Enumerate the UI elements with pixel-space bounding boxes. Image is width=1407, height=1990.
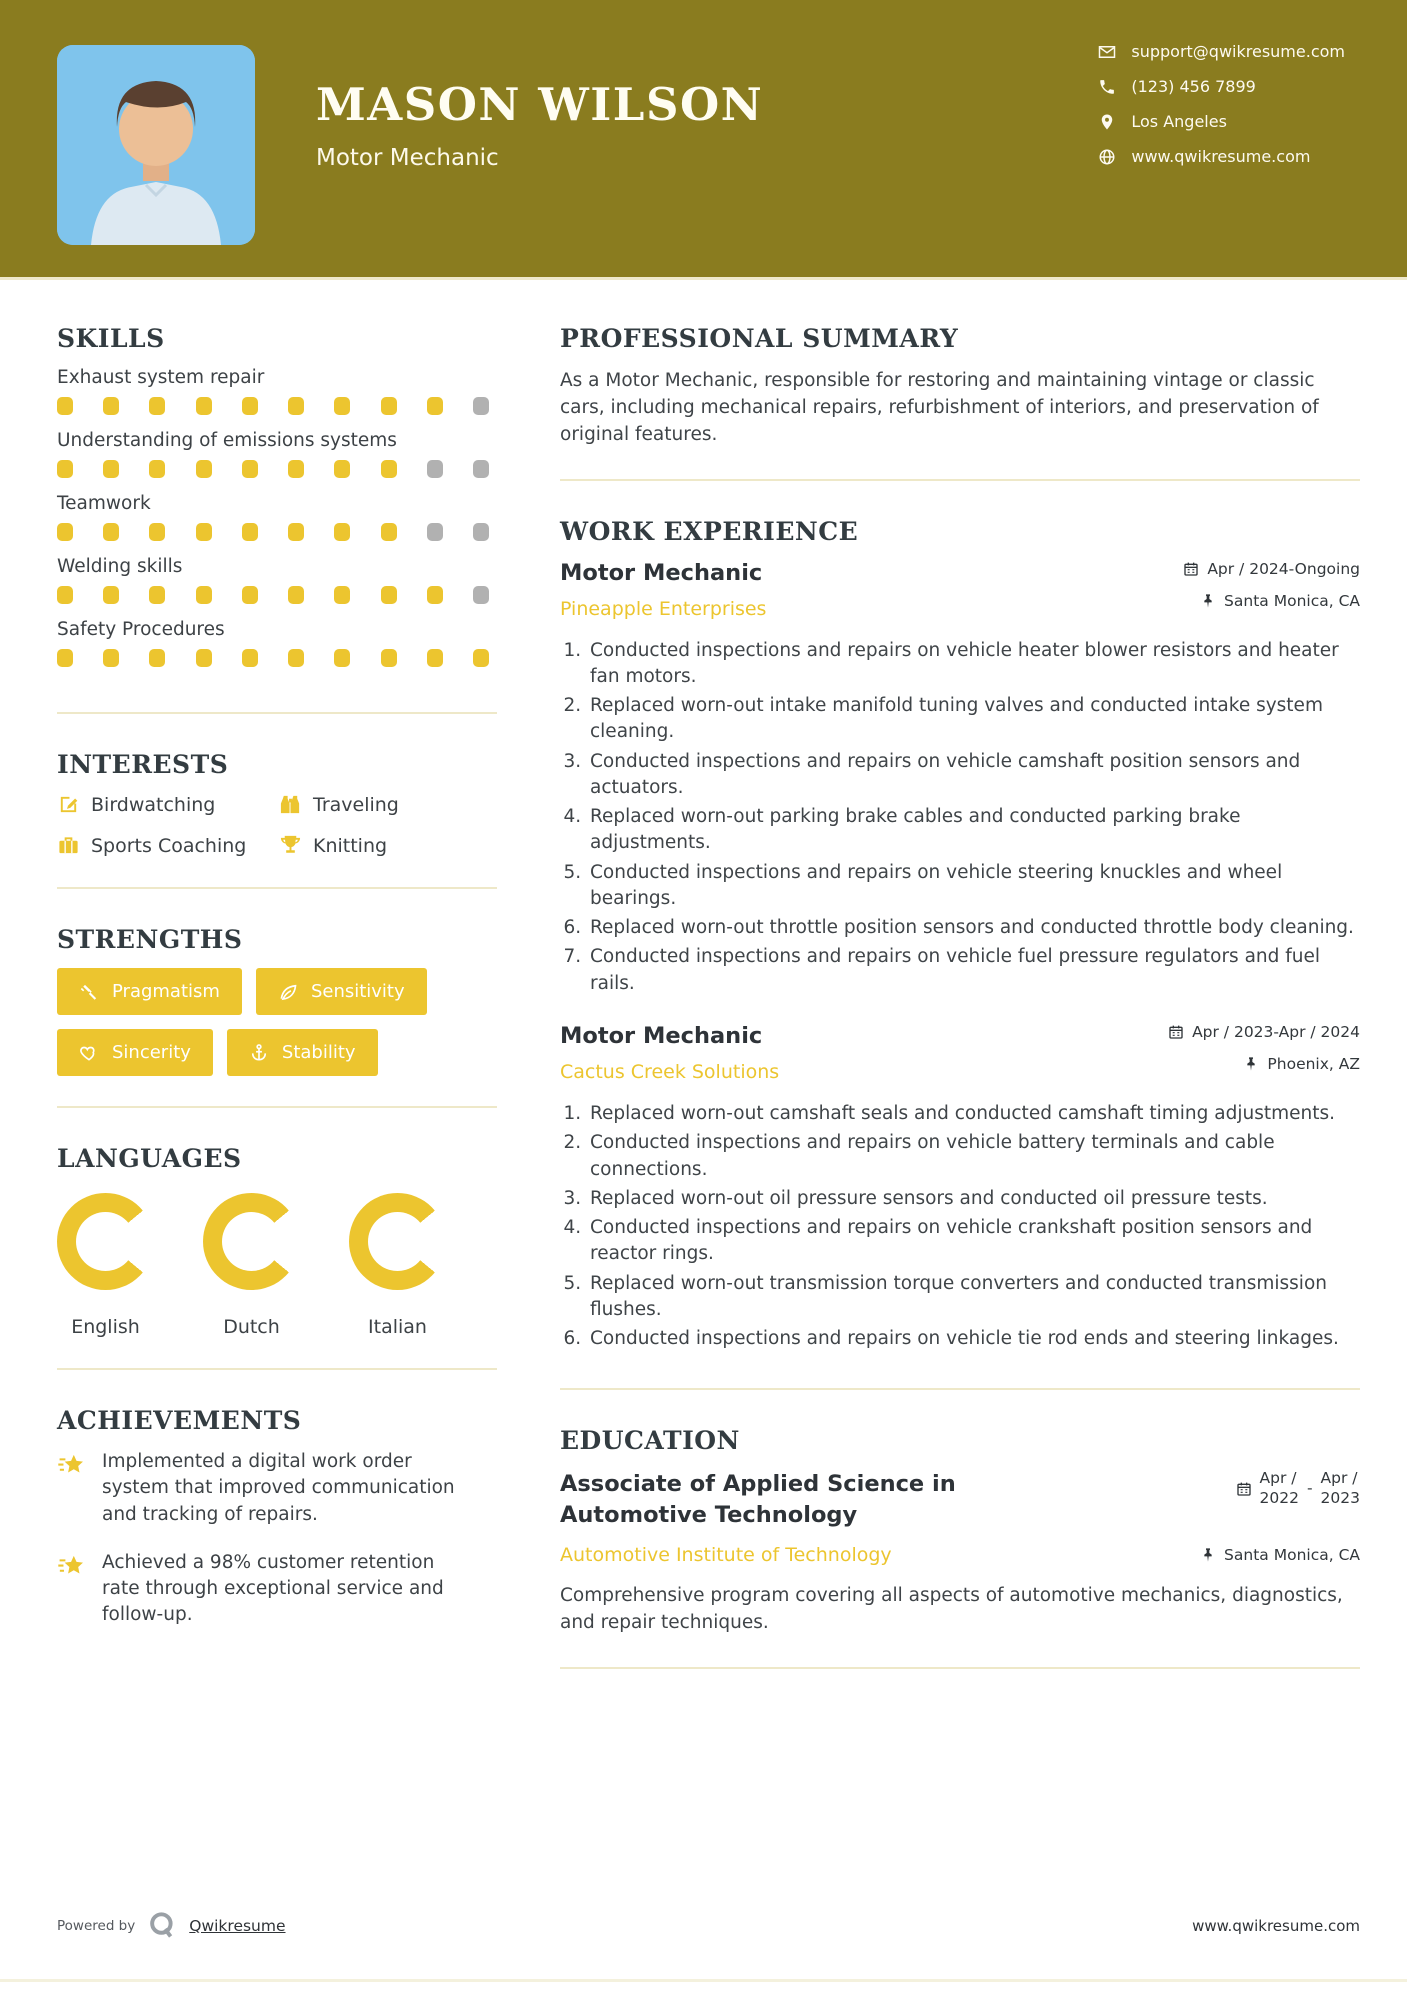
calendar-icon (1183, 561, 1199, 577)
education-date-separator: - (1306, 1479, 1313, 1498)
identity (316, 78, 763, 171)
name: MASON WILSON (316, 78, 764, 131)
powered-by-block (57, 1910, 286, 1942)
briefcase-icon (57, 834, 80, 857)
education-description: Comprehensive program covering all aspects of automotive mechanics, diagnostics, and repair techniques. (560, 1585, 1343, 1634)
job-header (560, 560, 1360, 624)
strength-chip (256, 968, 427, 1015)
education-school-row (560, 1544, 1360, 1566)
globe-icon (1098, 148, 1116, 166)
interest-label: Traveling (313, 793, 399, 816)
job-meta (1183, 560, 1360, 624)
language-label: Italian (368, 1316, 427, 1338)
achievement-text: Achieved a 98% customer retention rate through exceptional service and follow-up. (102, 1551, 444, 1626)
job-bullet: 4. Conducted inspections and repairs on vehicle crankshaft position sensors and reactor rings. (587, 1215, 1360, 1268)
education-heading: EDUCATION (560, 1426, 740, 1456)
language-item (57, 1193, 154, 1338)
summary-text: As a Motor Mechanic, responsible for restoring and maintaining vintage or classic cars, including mechanical repairs, refurbishment of interiors, and preservation of original features. (560, 370, 1319, 446)
anchor-icon (249, 1043, 269, 1063)
job-location: Santa Monica, CA (1224, 591, 1360, 610)
heart-icon (79, 1043, 99, 1063)
job-bullets (560, 1101, 1360, 1352)
strength-label: Pragmatism (112, 981, 220, 1002)
strength-chip (57, 1029, 213, 1076)
job-bullets (560, 638, 1360, 997)
pencil-icon (57, 793, 80, 816)
skill-label: Exhaust system repair (57, 367, 265, 388)
main-column (560, 324, 1360, 1705)
strength-chip (57, 968, 242, 1015)
job-bullet: 3. Replaced worn-out oil pressure sensors and conducted oil pressure tests. (587, 1186, 1360, 1212)
education-date-from: Apr / 2022 (1259, 1469, 1299, 1507)
job-location-row (1168, 1055, 1360, 1073)
header (0, 0, 1407, 280)
job-title: Motor Mechanic (560, 1023, 763, 1050)
email-icon (1098, 43, 1116, 61)
contact-phone-text: (123) 456 7899 (1131, 77, 1256, 96)
languages-heading: LANGUAGES (57, 1144, 242, 1173)
contact-website[interactable] (1098, 147, 1345, 166)
languages-section (57, 1144, 497, 1370)
language-level-arc (203, 1193, 300, 1290)
star-icon (57, 1552, 88, 1583)
skill-rating (57, 586, 489, 604)
job-title-block (560, 1023, 779, 1083)
education-dates (1236, 1469, 1361, 1508)
skill-item (57, 619, 497, 667)
interests-grid (57, 793, 497, 857)
job-bullet: 1. Conducted inspections and repairs on vehicle heater blower resistors and heater fan motors. (587, 638, 1360, 691)
qwikresume-logo-icon (147, 1910, 177, 1942)
language-label: Dutch (223, 1316, 280, 1338)
skill-item (57, 430, 497, 478)
calendar-icon (1236, 1481, 1252, 1497)
contact-location (1098, 112, 1345, 131)
footer (57, 1910, 1360, 1942)
avatar (57, 45, 255, 245)
job-title: Motor Mechanic (316, 145, 499, 171)
skill-label: Teamwork (57, 493, 151, 514)
powered-by-label: Powered by (57, 1918, 136, 1934)
job-bullet: 1. Replaced worn-out camshaft seals and conducted camshaft timing adjustments. (587, 1101, 1360, 1127)
work-section (560, 517, 1360, 1391)
job-date: Apr / 2023-Apr / 2024 (1192, 1023, 1360, 1042)
job-bullet: 5. Replaced worn-out transmission torque converters and conducted transmission flushes. (587, 1271, 1360, 1324)
profile-photo (57, 45, 255, 245)
interest-item (57, 834, 279, 857)
school-name: Automotive Institute of Technology (560, 1544, 892, 1567)
education-location: Santa Monica, CA (1224, 1546, 1360, 1565)
degree-title: Associate of Applied Science in Automotive Technology (560, 1471, 956, 1528)
strength-chips (57, 968, 497, 1076)
contact-email[interactable] (1098, 42, 1345, 61)
skills-section (57, 324, 497, 714)
star-icon (57, 1451, 88, 1482)
job-bullet: 2. Replaced worn-out intake manifold tuning valves and conducted intake system cleaning. (587, 693, 1360, 746)
language-level-arc (349, 1193, 446, 1290)
job-title: Motor Mechanic (560, 559, 763, 586)
contact-website-text: www.qwikresume.com (1131, 147, 1311, 166)
skill-rating (57, 523, 489, 541)
skill-label: Safety Procedures (57, 619, 225, 640)
job-date-row (1168, 1023, 1360, 1041)
education-date-to: Apr / 2023 (1320, 1469, 1360, 1507)
pushpin-icon (1200, 593, 1216, 609)
strength-label: Stability (281, 1042, 356, 1063)
interest-item (57, 793, 279, 816)
skill-item (57, 556, 497, 604)
interest-label: Knitting (313, 834, 388, 857)
achievement-text: Implemented a digital work order system that improved communication and tracking of repairs. (102, 1451, 455, 1525)
achievement-item (57, 1449, 497, 1528)
job-title-block (560, 560, 766, 620)
summary-heading: PROFESSIONAL SUMMARY (560, 324, 959, 353)
languages-list (57, 1187, 497, 1338)
calendar-icon (1168, 1024, 1184, 1040)
strengths-heading: STRENGTHS (57, 925, 243, 954)
job-company: Pineapple Enterprises (560, 597, 767, 620)
interest-label: Birdwatching (91, 793, 216, 816)
strength-label: Sensitivity (310, 981, 405, 1002)
job-bullet: 4. Replaced worn-out parking brake cables and conducted parking brake adjustments. (587, 804, 1360, 857)
qwikresume-link[interactable]: Qwikresume (189, 1917, 286, 1935)
contact-phone[interactable] (1098, 77, 1345, 96)
binoculars-icon (279, 793, 302, 816)
skill-label: Understanding of emissions systems (57, 430, 397, 451)
job-bullet: 6. Conducted inspections and repairs on vehicle tie rod ends and steering linkages. (587, 1326, 1360, 1352)
skill-rating (57, 649, 489, 667)
language-item (349, 1193, 446, 1338)
footer-site-url[interactable]: www.qwikresume.com (1192, 1917, 1360, 1935)
pushpin-icon (1200, 1547, 1216, 1563)
job-location-row (1183, 592, 1360, 610)
skill-item (57, 493, 497, 541)
achievements-heading: ACHIEVEMENTS (57, 1406, 302, 1435)
job-bullet: 5. Conducted inspections and repairs on vehicle steering knuckles and wheel bearings. (587, 860, 1360, 913)
contact-email-text: support@qwikresume.com (1131, 42, 1345, 61)
skill-item (57, 367, 497, 415)
language-level-arc (57, 1193, 154, 1290)
language-item (203, 1193, 300, 1338)
job-bullet: 6. Replaced worn-out throttle position sensors and conducted throttle body cleaning. (587, 915, 1360, 941)
interests-section (57, 750, 497, 889)
education-header (560, 1469, 1360, 1530)
job-location: Phoenix, AZ (1267, 1055, 1360, 1074)
interest-label: Sports Coaching (91, 834, 247, 857)
education-location-row (1200, 1546, 1360, 1564)
interest-item (279, 793, 497, 816)
location-icon (1098, 113, 1116, 131)
contact-list (1098, 42, 1345, 182)
contact-location-text: Los Angeles (1131, 112, 1227, 131)
language-label: English (71, 1316, 140, 1338)
gavel-icon (79, 982, 99, 1002)
job-date: Apr / 2024-Ongoing (1207, 559, 1360, 578)
content (0, 280, 1407, 1705)
trophy-icon (279, 834, 302, 857)
skill-rating (57, 397, 489, 415)
interest-item (279, 834, 497, 857)
job-bullet: 7. Conducted inspections and repairs on vehicle fuel pressure regulators and fuel rails. (587, 944, 1360, 997)
pushpin-icon (1243, 1056, 1259, 1072)
job-bullet: 2. Conducted inspections and repairs on vehicle battery terminals and cable connections. (587, 1130, 1360, 1183)
education-section (560, 1426, 1360, 1668)
achievement-item (57, 1550, 497, 1629)
leaf-icon (278, 982, 298, 1002)
work-heading: WORK EXPERIENCE (560, 516, 859, 546)
job-date-row (1183, 560, 1360, 578)
phone-icon (1098, 78, 1116, 96)
strengths-section (57, 925, 497, 1108)
job-bullet: 3. Conducted inspections and repairs on vehicle camshaft position sensors and actuators. (587, 749, 1360, 802)
strength-label: Sincerity (112, 1042, 191, 1063)
interests-heading: INTERESTS (57, 750, 229, 779)
skill-rating (57, 460, 489, 478)
skill-label: Welding skills (57, 556, 183, 577)
sidebar (57, 324, 497, 1705)
page-bottom-rule (0, 1979, 1407, 1982)
job-company: Cactus Creek Solutions (560, 1061, 780, 1084)
job-meta (1168, 1023, 1360, 1087)
skills-heading: SKILLS (57, 324, 165, 353)
job-header (560, 1023, 1360, 1087)
summary-section (560, 324, 1360, 481)
achievements-section (57, 1406, 497, 1681)
strength-chip (227, 1029, 378, 1076)
